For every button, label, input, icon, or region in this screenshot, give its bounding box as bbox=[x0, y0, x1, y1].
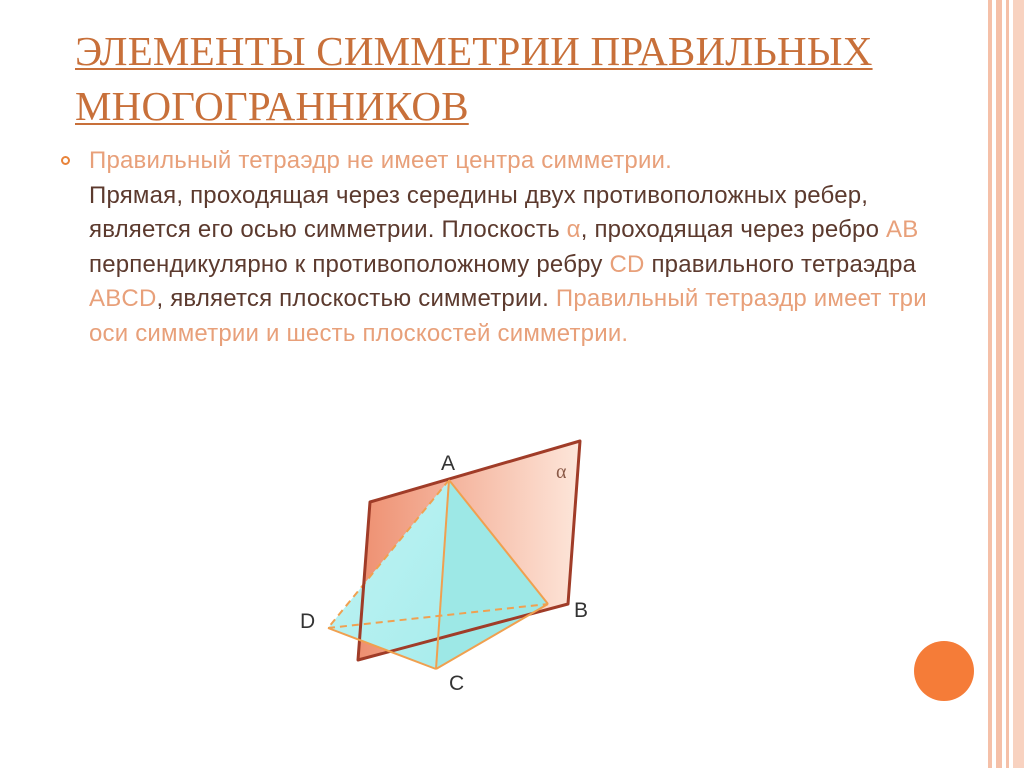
vertex-label-a: A bbox=[441, 452, 456, 475]
paragraph-sentence-5: правильного тетраэдра bbox=[644, 250, 917, 278]
paragraph-sentence-7: Правильный тетраэдр имеет три оси симметрии и шесть плоскостей симметрии. bbox=[89, 285, 927, 347]
plane-label-alpha: α bbox=[556, 461, 567, 483]
paragraph-sentence-1: Правильный тетраэдр не имеет центра симметрии. bbox=[89, 147, 673, 174]
paragraph-tetrahedron-abcd: ABCD bbox=[89, 285, 157, 313]
paragraph-sentence-2: Прямая, проходящая через середины двух противоположных ребер, является его осью симметрии. Плоскость bbox=[89, 181, 869, 244]
paragraph-edge-ab: AB bbox=[886, 216, 919, 244]
slide-title: ЭЛЕМЕНТЫ СИММЕТРИИ ПРАВИЛЬНЫХ МНОГОГРАННИКОВ bbox=[75, 28, 873, 129]
slide-paragraph bbox=[89, 144, 949, 352]
paragraph-sentence-6: , является плоскостью симметрии. bbox=[156, 285, 556, 313]
tetrahedron-diagram bbox=[290, 430, 630, 700]
paragraph-sentence-4: перпендикулярно к противоположному ребру bbox=[89, 250, 610, 278]
vertex-label-c: C bbox=[449, 672, 465, 695]
paragraph-sentence-3: , проходящая через ребро bbox=[580, 216, 887, 244]
vertex-label-b: B bbox=[574, 599, 589, 622]
decorative-side-stripes bbox=[984, 0, 1024, 768]
paragraph-edge-cd: CD bbox=[609, 250, 645, 278]
bullet-marker bbox=[61, 156, 70, 165]
paragraph-alpha: α bbox=[566, 216, 581, 244]
vertex-label-d: D bbox=[300, 610, 316, 633]
decorative-orange-circle bbox=[914, 641, 974, 701]
